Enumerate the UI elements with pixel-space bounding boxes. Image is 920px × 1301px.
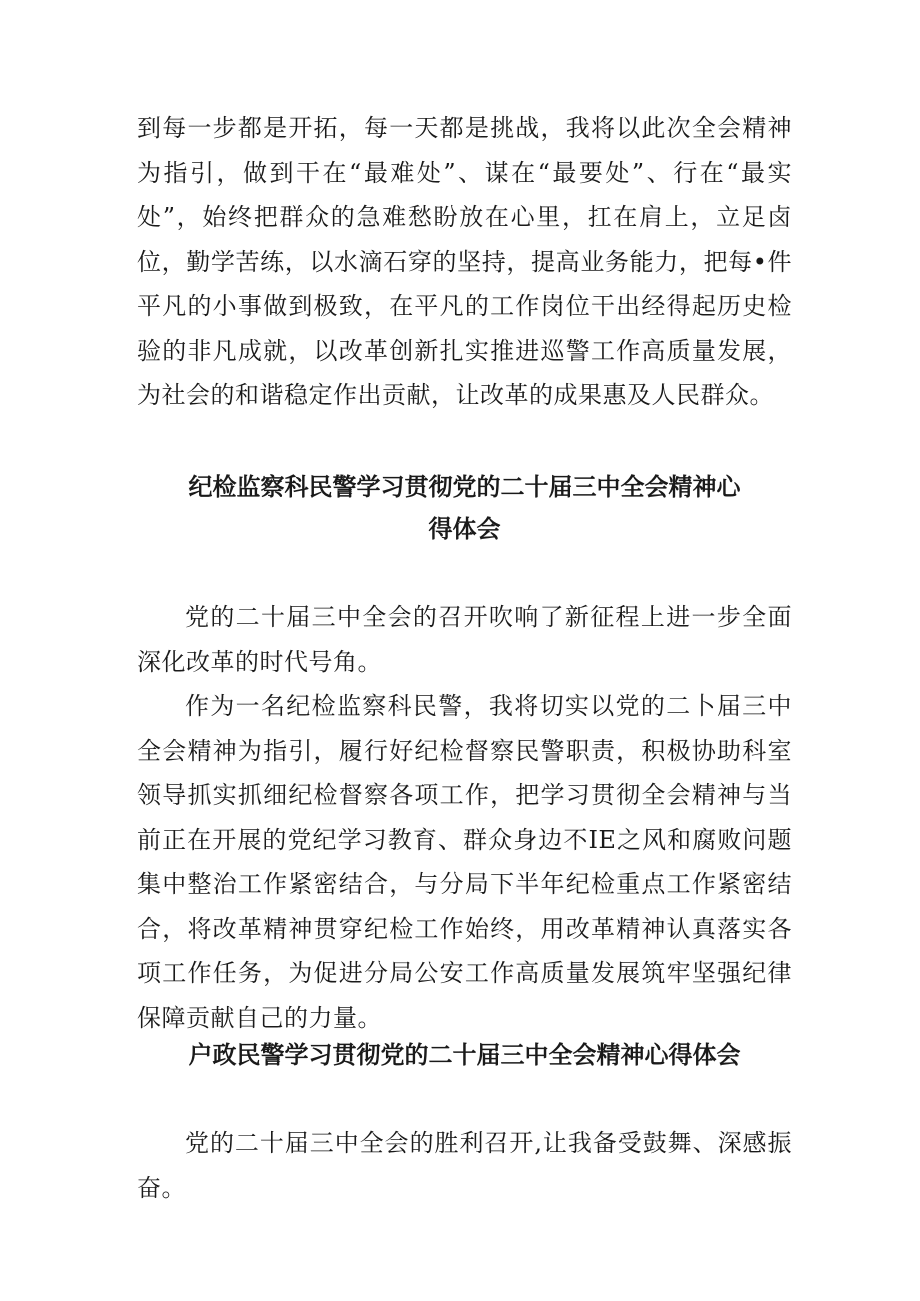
- section1-title-line1: 纪检监察科民警学习贯彻党的二十届三中全会精神心: [188, 473, 741, 501]
- section1-paragraph-1: 党的二十届三中全会的召开吹响了新征程上进一步全面深化改革的时代号角。: [137, 603, 792, 676]
- intro-paragraph: 到每一步都是开拓，每一天都是挑战，我将以此次全会精神为指引，做到干在“最难处”、谋在“最要处”、行在“最实处”，始终把群众的急难愁盼放在心里，扛在肩上，立足卤位，勤学苦练，以水滴石穿的坚持，提高业务能力，把每•件平凡的小事做到极致，在平凡的工作岗位干出经得起历史检验的非凡成就，以改革创新扎实推进巡警工作高质量发展，为社会的和谐稳定作出贡献，让改革的成果惠及人民群众。: [137, 114, 792, 409]
- section1-title-line2: 得体会: [428, 515, 501, 543]
- section1-title: [137, 466, 792, 550]
- section1-paragraph-2: 作为一名纪检监察科民警，我将切实以党的二卜届三中全会精神为指引，履行好纪检督察民警职责，积极协助科室领导抓实抓细纪检督察各项工作，把学习贯彻全会精神与当前正在开展的党纪学习教育、群众身边不IE之风和腐败问题集中整治工作紧密结合，与分局下半年纪检重点工作紧密结合，将改革精神贯穿纪检工作始终，用改革精神认真落实各项工作任务，为促进分局公安工作高质量发展筑牢坚强纪律保障贡献自己的力量。: [137, 692, 792, 1032]
- section2-paragraph-1: 党的二十届三中全会的胜利召开,让我备受鼓舞、深感振奋。: [137, 1129, 792, 1202]
- section2-title: 户政民警学习贯彻党的二十届三中全会精神心得体会: [188, 1041, 741, 1069]
